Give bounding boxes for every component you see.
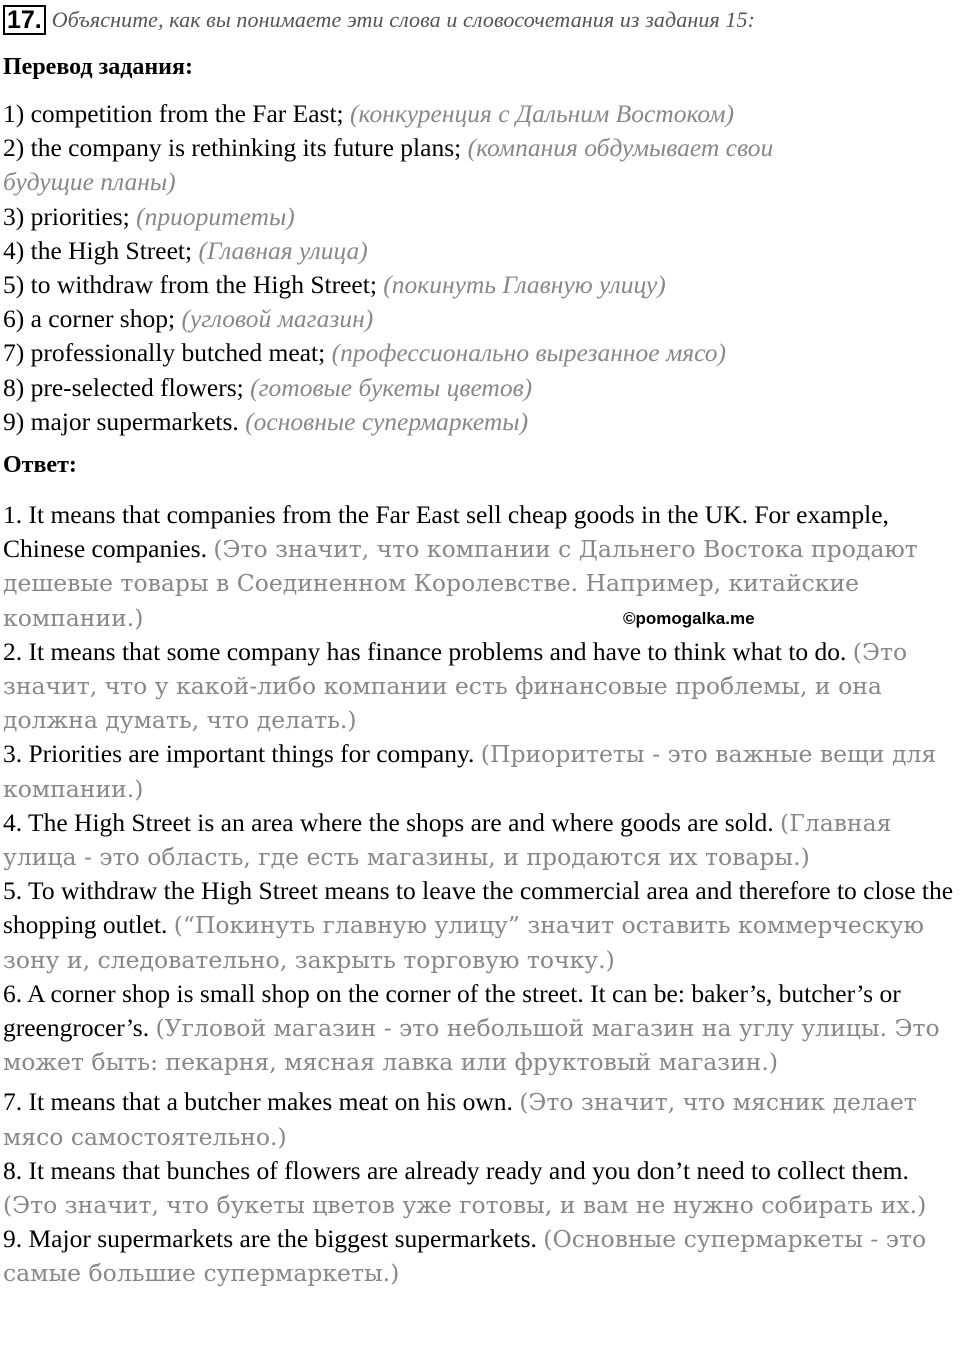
task-header	[3, 5, 755, 35]
list-item: 4) the High Street; (Главная улица)	[3, 235, 368, 265]
translation-heading: Перевод задания:	[3, 54, 193, 80]
answer-item: 2. It means that some company has finance problems and have to think what to do. (Это значит, что у какой-либо компании есть финансовые проблемы, и она должна думать, что делать.)	[3, 636, 908, 735]
list-item: 5) to withdraw from the High Street; (покинуть Главную улицу)	[3, 270, 666, 300]
translation-list	[3, 97, 773, 439]
task-instruction: Объясните, как вы понимаете эти слова и словосочетания из задания 15:	[51, 7, 755, 32]
watermark: ©pomogalka.me	[623, 609, 755, 628]
list-item: 8) pre-selected flowers; (готовые букеты цветов)	[3, 372, 533, 402]
answer-list	[3, 498, 958, 1291]
list-item: 6) a corner shop; (угловой магазин)	[3, 304, 374, 334]
answer-item: 1. It means that companies from the Far East sell cheap goods in the UK. For example, Chinese companies. (Это значит, что компании с Дальнего Востока продают дешевые товары в Соединенном Королевстве. Например, китайские компании.)	[3, 500, 918, 632]
list-item: 1) competition from the Far East; (конкуренция с Дальним Востоком)	[3, 99, 734, 128]
answer-item: 4. The High Street is an area where the shops are and where goods are sold. (Главная улица - это область, где есть магазины, и продаются их товары.)	[3, 807, 892, 872]
list-item: 7) professionally butched meat; (профессионально вырезанное мясо)	[3, 338, 727, 368]
answer-item: 7. It means that a butcher makes meat on his own. (Это значит, что мясник делает мясо самостоятельно.)	[3, 1087, 917, 1151]
answer-item: 6. A corner shop is small shop on the corner of the street. It can be: baker’s, butcher’s or greengrocer’s. (Угловой магазин - это небольшой магазин на углу улицы. Это может быть: пекарня, мясная лавка или фруктовый магазин.)	[3, 978, 940, 1077]
answer-item: 9. Major supermarkets are the biggest supermarkets. (Основные супермаркеты - это самые большие супермаркеты.)	[3, 1224, 927, 1288]
answer-item: 8. It means that bunches of flowers are already ready and you don’t need to collect them. (Это значит, что букеты цветов уже готовы, и вам не нужно собирать их.)	[3, 1155, 927, 1220]
answer-heading: Ответ:	[3, 452, 77, 478]
list-item: 9) major supermarkets. (основные супермаркеты)	[3, 406, 529, 436]
answer-item: 5. To withdraw the High Street means to leave the commercial area and therefore to close the shopping outlet. (“Покинуть главную улицу” значит оставить коммерческую зону и, следовательно, закрыть торговую точку.)	[3, 876, 954, 974]
list-item-continuation: будущие планы)	[3, 167, 176, 197]
list-item: 3) priorities; (приоритеты)	[3, 201, 295, 231]
task-number: 17.	[3, 5, 46, 35]
list-item: 2) the company is rethinking its future plans; (компания обдумывает свои	[3, 133, 774, 163]
answer-item: 3. Priorities are important things for company. (Приоритеты - это важные вещи для компании.)	[3, 739, 937, 803]
